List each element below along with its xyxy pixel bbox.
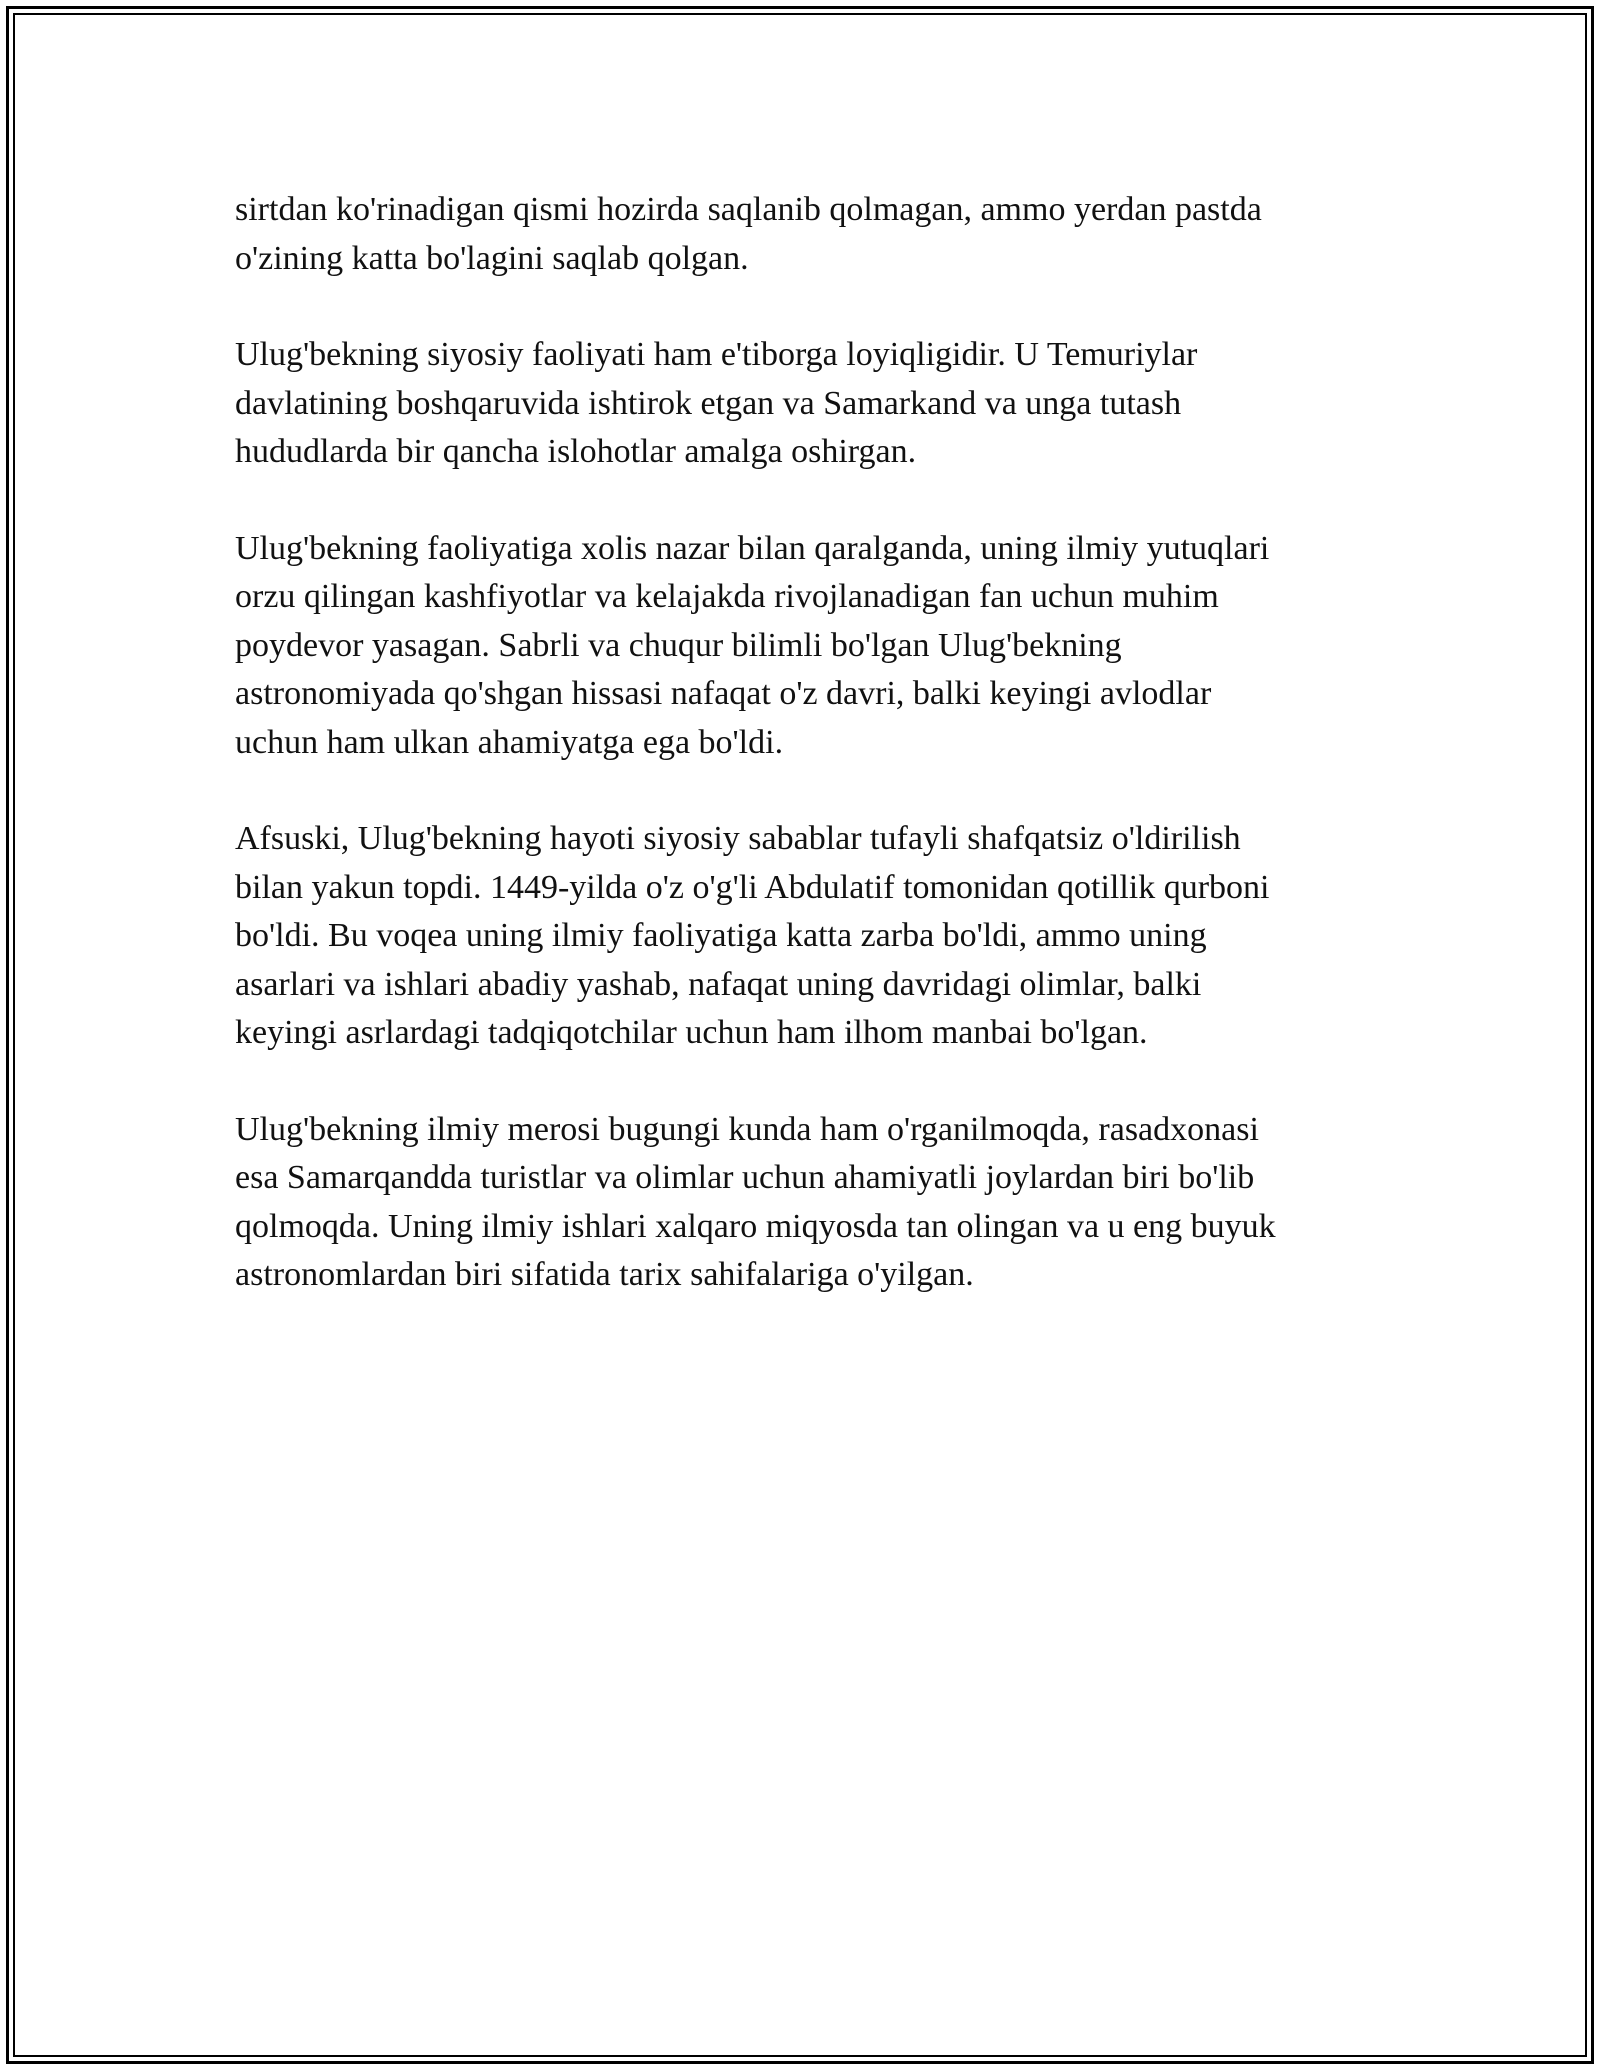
paragraph-heritage-today: Ulug'bekning ilmiy merosi bugungi kunda ham o'rganilmoqda, rasadxonasi esa Samarqandda turistlar va olimlar uchun ahamiyatli joylardan biri bo'lib qolmoqda. Uning ilmiy ishlari xalqaro miqyosda tan olingan va u eng buyuk astronomlardan biri sifatida tarix sahifalariga o'yilgan. [235,1110,1276,1293]
paragraph-observatory-remains: sirtdan ko'rinadigan qismi hozirda saqlanib qolmagan, ammo yerdan pastda o'zining katta bo'lagini saqlab qolgan. [235,191,1262,277]
document-body [235,186,1375,1348]
paragraph-political-activity: Ulug'bekning siyosiy faoliyati ham e'tiborga loyiqligidir. U Temuriylar davlatining boshqaruvida ishtirok etgan va Samarkand va unga tutash hududlarda bir qancha islohotlar amalga oshirgan. [235,336,1198,470]
paragraph-scientific-legacy: Ulug'bekning faoliyatiga xolis nazar bilan qaralganda, uning ilmiy yutuqlari orzu qilingan kashfiyotlar va kelajakda rivojlanadigan fan uchun muhim poydevor yasagan. Sabrli va chuqur bilimli bo'lgan Ulug'bekning astronomiyada qo'shgan hissasi nafaqat o'z davri, balki keyingi avlodlar uchun ham ulkan ahamiyatga ega bo'ldi. [235,529,1270,761]
paragraph-death: Afsuski, Ulug'bekning hayoti siyosiy sabablar tufayli shafqatsiz o'ldirilish bilan yakun topdi. 1449-yilda o'z o'g'li Abdulatif tomonidan qotillik qurboni bo'ldi. Bu voqea uning ilmiy faoliyatiga katta zarba bo'ldi, ammo uning asarlari va ishlari abadiy yashab, nafaqat uning davridagi olimlar, balki keyingi asrlardagi tadqiqotchilar uchun ham ilhom manbai bo'lgan. [235,820,1270,1051]
